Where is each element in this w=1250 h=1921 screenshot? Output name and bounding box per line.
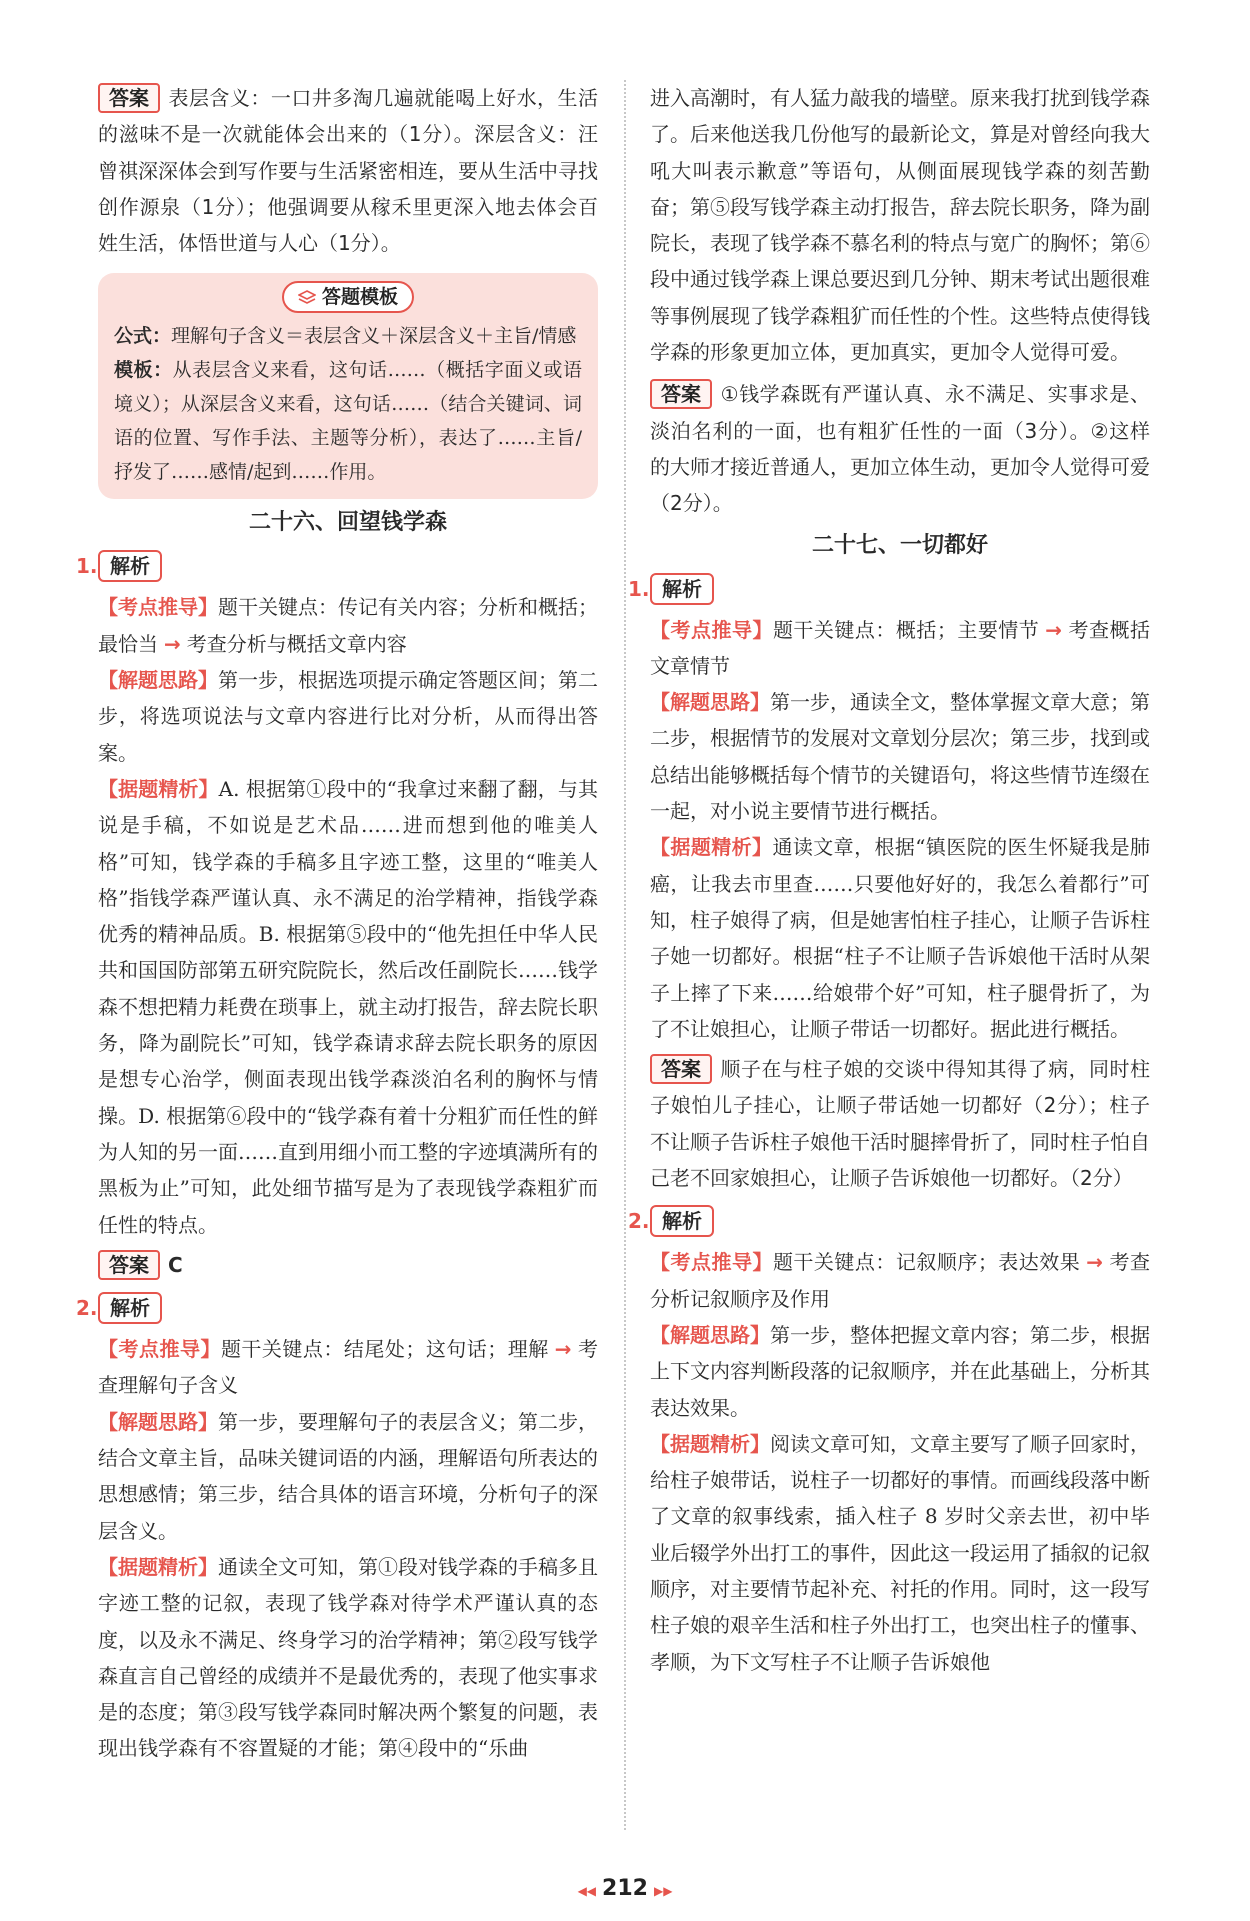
template-title-text: 答题模板 bbox=[321, 286, 398, 309]
kaodian-text: 题干关键点：传记有关内容；分析和概括；最恰当 bbox=[98, 595, 598, 656]
analysis-tag: 解析 bbox=[650, 1205, 714, 1237]
model-text: 从表层含义来看，这句话……（概括字面义或语境义）；从深层含义来看，这句话……（结合关键词、词语的位置、写作手法、主题等分析），表达了……主旨/抒发了……感情/起到……作用。 bbox=[114, 359, 582, 484]
kaodian-label: 【考点推导】 bbox=[98, 595, 218, 620]
kaodian bbox=[650, 612, 1150, 685]
question-number: 2. bbox=[76, 1296, 98, 1321]
kaodian bbox=[98, 1331, 598, 1404]
jingxi bbox=[98, 1549, 598, 1767]
kaodian-text: 题干关键点：概括；主要情节 bbox=[772, 617, 1040, 642]
question-2-header bbox=[76, 1291, 598, 1325]
kaodian-text: 题干关键点：结尾处；这句话；理解 bbox=[220, 1337, 549, 1362]
question-number: 1. bbox=[76, 554, 98, 579]
answer-tag: 答案 bbox=[650, 379, 712, 409]
right-column bbox=[628, 80, 1151, 1680]
page-number bbox=[0, 1876, 1250, 1901]
answer-tag: 答案 bbox=[650, 1054, 712, 1084]
model-line bbox=[114, 353, 582, 489]
arrow-icon: → bbox=[1086, 1250, 1104, 1275]
kaodian bbox=[98, 589, 598, 662]
question-1-header bbox=[628, 572, 1150, 606]
jieti-text: 第一步，要理解句子的表层含义；第二步，结合文章主旨，品味关键词语的内涵，理解语句所表达的思想感情；第三步，结合具体的语言环境，分析句子的深层含义。 bbox=[98, 1409, 598, 1543]
continued-answer-text: ①钱学森既有严谨认真、永不满足、实事求是、淡泊名利的一面，也有粗犷任性的一面（3分）。②这样的大师才接近普通人，更加立体生动，更加令人觉得可爱（2分）。 bbox=[650, 382, 1150, 516]
formula-text: 理解句子含义＝表层含义＋深层含义＋主旨/情感 bbox=[171, 325, 577, 348]
jieti-label: 【解题思路】 bbox=[98, 1409, 218, 1434]
left-triangle-icon: ◀◀ bbox=[577, 1884, 597, 1898]
kaodian-label: 【考点推导】 bbox=[98, 1337, 221, 1362]
question-1-header bbox=[76, 549, 598, 583]
q1-answer-text: 顺子在与柱子娘的交谈中得知其得了病，同时柱子娘怕儿子挂心，让顺子带话她一切都好（2分）；柱子不让顺子告诉柱子娘他干活时腿摔骨折了，同时柱子怕自己老不回家娘担心，让顺子告诉娘他一切都好。（2分） bbox=[650, 1057, 1150, 1191]
section-title-26: 二十六、回望钱学森 bbox=[248, 510, 447, 536]
left-column bbox=[76, 80, 599, 1767]
jingxi-text: 通读全文可知，第①段对钱学森的手稿多且字迹工整的记叙，表现了钱学森对待学术严谨认真的态度，以及永不满足、终身学习的治学精神；第②段写钱学森直言自己曾经的成绩并不是最优秀的，表现了他实事求是的态度；第③段写钱学森同时解决两个繁复的问题，表现出钱学森有不容置疑的才能；第④段中的“乐曲 bbox=[98, 1554, 598, 1761]
kaodian-result: 考查分析与概括文章内容 bbox=[186, 631, 407, 656]
jingxi bbox=[650, 829, 1150, 1047]
question-number: 2. bbox=[628, 1209, 650, 1234]
question-number: 1. bbox=[628, 576, 650, 601]
jieti bbox=[98, 1404, 598, 1549]
continued-text: 进入高潮时，有人猛力敲我的墙壁。原来我打扰到钱学森了。后来他送我几份他写的最新论文，算是对曾经向我大吼大叫表示歉意”等语句，从侧面展现钱学森的刻苦勤奋；第⑤段写钱学森主动打报告，辞去院长职务，降为副院长，表现了钱学森不慕名利的特点与宽广的胸怀；第⑥段中通过钱学森上课总要迟到几分钟、期末考试出题很难等事例展现了钱学森粗犷而任性的个性。这些特点使得钱学森的形象更加立体，更加真实，更加令人觉得可爱。 bbox=[650, 86, 1150, 365]
q1-answer-value: C bbox=[168, 1252, 183, 1277]
answer-tag: 答案 bbox=[98, 83, 160, 113]
kaodian-label: 【考点推导】 bbox=[650, 617, 773, 642]
top-answer-text: 表层含义：一口井多淘几遍就能喝上好水，生活的滋味不是一次就能体会出来的（1分）。深层含义：汪曾祺深深体会到写作要与生活紧密相连，要从生活中寻找创作源泉（1分）；他强调要从稼禾里更深入地去体会百姓生活，体悟世道与人心（1分）。 bbox=[98, 86, 598, 256]
analysis-tag: 解析 bbox=[98, 1292, 162, 1324]
jingxi bbox=[98, 771, 598, 1243]
analysis-tag: 解析 bbox=[98, 550, 162, 582]
jingxi-label: 【据题精析】 bbox=[98, 1554, 218, 1579]
jieti bbox=[650, 684, 1150, 829]
formula-label: 公式： bbox=[114, 325, 172, 348]
template-box bbox=[98, 273, 598, 499]
jieti-label: 【解题思路】 bbox=[650, 1322, 770, 1347]
jieti-label: 【解题思路】 bbox=[98, 668, 218, 693]
jingxi-text: 阅读文章可知，文章主要写了顺子回家时，给柱子娘带话，说柱子一切都好的事情。而画线段落中断了文章的叙事线索，插入柱子 8 岁时父亲去世，初中毕业后辍学外出打工的事件，因此这一段运用了插叙的记叙顺序，对主要情节起补充、衬托的作用。同时，这一段写柱子娘的艰辛生活和柱子外出打工，也突出柱子的懂事、孝顺，为下文写柱子不让顺子告诉娘他 bbox=[650, 1431, 1150, 1674]
answer-tag: 答案 bbox=[98, 1250, 160, 1280]
jingxi bbox=[650, 1426, 1150, 1680]
top-answer bbox=[98, 80, 598, 261]
kaodian-result: 考查概括文章情节 bbox=[650, 617, 1151, 678]
jieti-text: 第一步，整体把握文章内容；第二步，根据上下文内容判断段落的记叙顺序，并在此基础上，分析其表达效果。 bbox=[650, 1322, 1150, 1420]
jingxi-text: A. 根据第①段中的“我拿过来翻了翻，与其说是手稿，不如说是艺术品……进而想到他的唯美人格”可知，钱学森的手稿多且字迹工整，这里的“唯美人格”指钱学森严谨认真、永不满足的治学精神，指钱学森优秀的精神品质。B. 根据第⑤段中的“他先担任中华人民共和国国防部第五研究院院长，然后改任副院长……钱学森不想把精力耗费在琐事上，就主动打报告，辞去院长职务，降为副院长”可知，钱学森请求辞去院长职务的原因是想专心治学，侧面表现出钱学森淡泊名利的胸怀与情操。D. 根据第⑥段中的“钱学森有着十分粗犷而任性的鲜为人知的另一面……直到用细小而工整的字迹填满所有的黑板为止”可知，此处细节描写是为了表现钱学森粗犷而任性的特点。 bbox=[98, 776, 598, 1237]
page-number-text: 212 bbox=[602, 1876, 648, 1901]
template-box-title bbox=[282, 281, 414, 313]
jieti-label: 【解题思路】 bbox=[650, 690, 770, 715]
jingxi-label: 【据题精析】 bbox=[98, 776, 219, 801]
kaodian-label: 【考点推导】 bbox=[650, 1250, 773, 1275]
right-triangle-icon: ▶▶ bbox=[653, 1884, 673, 1898]
kaodian bbox=[650, 1244, 1150, 1317]
jingxi-label: 【据题精析】 bbox=[650, 1431, 770, 1456]
jingxi-label: 【据题精析】 bbox=[650, 835, 773, 860]
jingxi-text: 通读文章，根据“镇医院的医生怀疑我是肺癌，让我去市里查……只要他好好的，我怎么着都行”可知，柱子娘得了病，但是她害怕柱子挂心，让顺子告诉柱子她一切都好。根据“柱子不让顺子告诉娘他干活时从架子上摔了下来……给娘带个好”可知，柱子腿骨折了，为了不让娘担心，让顺子带话一切都好。据此进行概括。 bbox=[650, 835, 1151, 1041]
kaodian-text: 题干关键点：记叙顺序；表达效果 bbox=[772, 1250, 1081, 1275]
kaodian-result: 考查理解句子含义 bbox=[98, 1337, 599, 1398]
analysis-tag: 解析 bbox=[650, 573, 714, 605]
continued-answer bbox=[650, 376, 1150, 521]
arrow-icon: → bbox=[1045, 617, 1063, 642]
formula-line bbox=[114, 319, 582, 353]
jieti-text: 第一步，根据选项提示确定答题区间；第二步，将选项说法与文章内容进行比对分析，从而得出答案。 bbox=[98, 668, 598, 765]
q1-answer bbox=[650, 1051, 1150, 1196]
jieti bbox=[650, 1317, 1150, 1426]
model-label: 模板： bbox=[114, 359, 173, 382]
arrow-icon: → bbox=[164, 631, 181, 656]
jieti-text: 第一步，通读全文，整体掌握文章大意；第二步，根据情节的发展对文章划分层次；第三步，找到或总结出能够概括每个情节的关键语句，将这些情节连缀在一起，对小说主要情节进行概括。 bbox=[650, 690, 1150, 824]
q1-answer bbox=[98, 1247, 598, 1283]
question-2-header bbox=[628, 1204, 1150, 1238]
layers-icon bbox=[298, 290, 316, 306]
jieti bbox=[98, 662, 598, 771]
arrow-icon: → bbox=[554, 1337, 572, 1362]
section-title-27: 二十七、一切都好 bbox=[811, 532, 988, 558]
kaodian-result: 考查分析记叙顺序及作用 bbox=[650, 1250, 1151, 1311]
